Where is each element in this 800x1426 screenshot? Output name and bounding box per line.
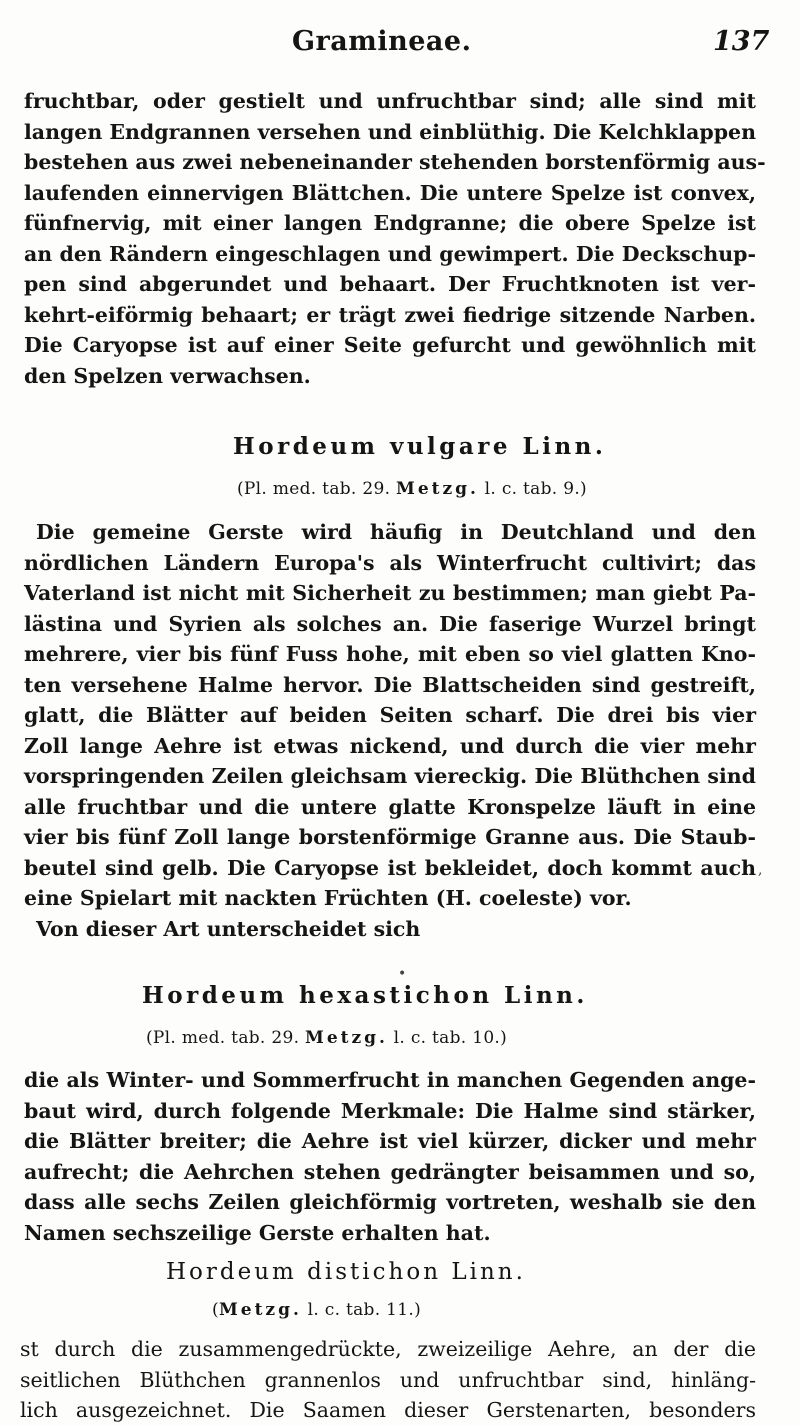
reference-hordeum-hexastichon xyxy=(146,1028,507,1048)
text-line: ten versehene Halme hervor. Die Blattscheiden sind gestreift, xyxy=(24,672,756,697)
reference-author: Metzg. xyxy=(305,1028,388,1048)
text-line: fruchtbar, oder gestielt und unfruchtbar sind; alle sind mit xyxy=(24,89,756,113)
reference-hordeum-vulgare xyxy=(237,479,587,499)
paragraph-hordeum-distichon xyxy=(20,1334,756,1426)
text-line: die Blätter breiter; die Aehre ist viel kürzer, dicker und mehr xyxy=(24,1129,756,1153)
reference-author: Metzg. xyxy=(218,1300,302,1320)
reference-suffix: l. c. tab. 9.) xyxy=(484,479,587,499)
reference-suffix: l. c. tab. 10.) xyxy=(393,1028,508,1048)
text-line: beutel sind gelb. Die Caryopse ist bekleidet, doch kommt auch xyxy=(24,855,756,880)
reference-author: Metzg. xyxy=(396,479,479,499)
species-heading-hordeum-distichon: Hordeum distichon Linn. xyxy=(166,1259,526,1285)
text-line: baut wird, durch folgende Merkmale: Die Halme sind stärker, xyxy=(24,1098,756,1123)
text-line: nördlichen Ländern Europa's als Winterfrucht cultivirt; das xyxy=(24,550,756,575)
intro-paragraph xyxy=(24,86,766,391)
margin-mark: , xyxy=(758,862,763,878)
text-line: st durch die zusammengedrückte, zweizeilige Aehre, an der die xyxy=(20,1337,756,1361)
species-heading-hordeum-vulgare: Hordeum vulgare Linn. xyxy=(233,433,607,460)
text-line: Die Caryopse ist auf einer Seite gefurcht und gewöhnlich mit xyxy=(24,333,756,357)
text-line: den Spelzen verwachsen. xyxy=(24,363,311,388)
text-line: kehrt-eiförmig behaart; er trägt zwei fiedrige sitzende Narben. xyxy=(24,302,756,327)
text-line: Von dieser Art unterscheidet sich xyxy=(36,916,421,941)
text-line: aufrecht; die Aehrchen stehen gedrängter beisammen und so, xyxy=(24,1159,756,1184)
paragraph-hordeum-vulgare xyxy=(24,517,756,944)
reference-prefix: (Pl. med. tab. 29. xyxy=(237,479,391,499)
reference-prefix: (Pl. med. tab. 29. xyxy=(146,1028,300,1048)
text-line: glatt, die Blätter auf beiden Seiten scharf. Die drei bis vier xyxy=(24,703,756,727)
running-title: Gramineae. xyxy=(292,26,472,57)
reference-hordeum-distichon xyxy=(212,1300,421,1320)
text-line: Zoll lange Aehre ist etwas nickend, und durch die vier mehr xyxy=(24,733,756,758)
text-line: lich ausgezeichnet. Die Saamen dieser Gerstenarten, besonders xyxy=(20,1398,756,1422)
text-line: pen sind abgerundet und behaart. Der Fruchtknoten ist ver- xyxy=(24,272,756,296)
text-line: eine Spielart mit nackten Früchten (H. coeleste) vor. xyxy=(24,886,632,910)
reference-prefix: ( xyxy=(212,1300,219,1320)
paragraph-hordeum-hexastichon xyxy=(24,1065,756,1248)
text-line: Die gemeine Gerste wird häufig in Deutchland und den xyxy=(36,520,756,544)
text-line: an den Rändern eingeschlagen und gewimpert. Die Deckschup- xyxy=(24,241,756,266)
text-line: lästina und Syrien als solches an. Die faserige Wurzel bringt xyxy=(24,611,756,636)
text-line: dass alle sechs Zeilen gleichförmig vortreten, weshalb sie den xyxy=(24,1190,756,1214)
text-line: bestehen aus zwei nebeneinander stehenden borstenförmig aus- xyxy=(24,150,766,174)
text-line: alle fruchtbar und die untere glatte Kronspelze läuft in eine xyxy=(24,794,756,819)
text-line: mehrere, vier bis fünf Fuss hohe, mit eben so viel glatten Kno- xyxy=(24,642,756,666)
text-line: laufenden einnervigen Blättchen. Die untere Spelze ist convex, xyxy=(24,180,756,205)
reference-suffix: l. c. tab. 11.) xyxy=(307,1300,422,1320)
print-speck: • xyxy=(398,966,407,982)
text-line: langen Endgrannen versehen und einblüthig. Die Kelchklappen xyxy=(24,119,756,144)
text-line: Vaterland ist nicht mit Sicherheit zu bestimmen; man giebt Pa- xyxy=(24,581,756,605)
page-number: 137 xyxy=(713,26,770,57)
running-head xyxy=(0,26,800,66)
text-line: seitlichen Blüthchen grannenlos und unfruchtbar sind, hinläng- xyxy=(20,1367,756,1392)
species-heading-hordeum-hexastichon: Hordeum hexastichon Linn. xyxy=(142,982,588,1009)
text-line: die als Winter- und Sommerfrucht in manchen Gegenden ange- xyxy=(24,1068,756,1092)
text-line: vier bis fünf Zoll lange borstenförmige Granne aus. Die Staub- xyxy=(24,825,756,849)
text-line: vorspringenden Zeilen gleichsam viereckig. Die Blüthchen sind xyxy=(24,764,756,788)
text-line: fünfnervig, mit einer langen Endgranne; die obere Spelze ist xyxy=(24,211,756,235)
text-line: Namen sechszeilige Gerste erhalten hat. xyxy=(24,1220,491,1245)
